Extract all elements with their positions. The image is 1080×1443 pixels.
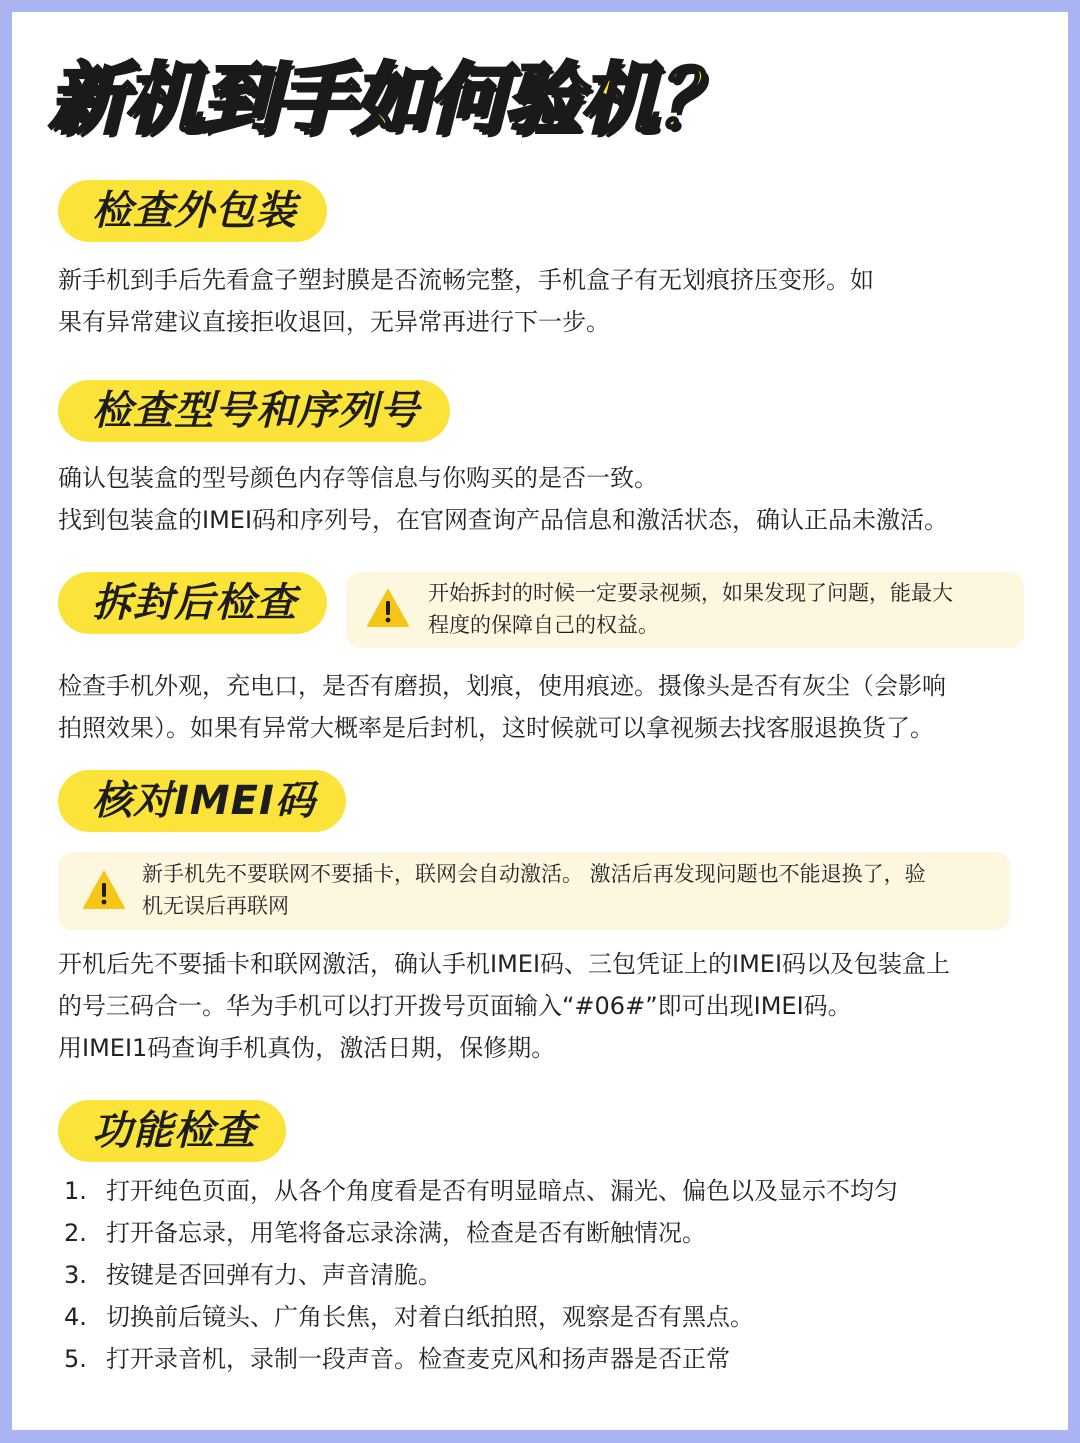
text-line: 果有异常建议直接拒收退回，无异常再进行下一步。: [58, 308, 610, 336]
list-item-number: 4.: [64, 1303, 87, 1331]
list-item-text: 打开录音机，录制一段声音。检查麦克风和扬声器是否正常: [106, 1345, 730, 1373]
warning-line: 新手机先不要联网不要插卡，联网会自动激活。 激活后再发现问题也不能退换了，验: [142, 862, 926, 886]
warning-line: 开始拆封的时候一定要录视频，如果发现了问题，能最大: [428, 581, 953, 605]
list-item: [64, 1212, 1044, 1254]
list-item-text: 打开备忘录，用笔将备忘录涂满，检查是否有断触情况。: [106, 1219, 706, 1247]
warning-box-unboxing: [346, 572, 1024, 648]
page-title: [48, 52, 732, 148]
list-item-text: 打开纯色页面，从各个角度看是否有明显暗点、漏光、偏色以及显示不均匀: [106, 1177, 898, 1205]
list-item-text: 切换前后镜头、广角长焦，对着白纸拍照，观察是否有黑点。: [106, 1303, 754, 1331]
function-check-list: [64, 1170, 1044, 1380]
section-text-imei: [58, 943, 1038, 1069]
section-text-unboxing: [58, 665, 1038, 749]
page-title-part2: 如何验机？: [352, 55, 733, 145]
warning-box-imei: [58, 852, 1010, 930]
section-heading-imei: 核对IMEI码: [58, 770, 346, 832]
section-text-model: [58, 457, 1038, 541]
text-line: 开机后先不要插卡和联网激活，确认手机IMEI码、三包凭证上的IMEI码以及包装盒上: [58, 950, 951, 978]
section-heading-model: 检查型号和序列号: [58, 380, 450, 442]
section-heading-packaging: 检查外包装: [58, 180, 327, 242]
warning-line: 程度的保障自己的权益。: [428, 613, 659, 637]
warning-triangle-icon: [82, 870, 126, 910]
warning-text-unboxing: [428, 577, 953, 641]
warning-triangle-icon: [366, 588, 410, 628]
text-line: 用IMEI1码查询手机真伪，激活日期，保修期。: [58, 1034, 556, 1062]
section-text-packaging: [58, 259, 1038, 343]
text-line: 拍照效果）。如果有异常大概率是后封机，这时候就可以拿视频去找客服退换货了。: [58, 714, 934, 742]
list-item-number: 3.: [64, 1261, 87, 1289]
warning-text-imei: [142, 858, 926, 922]
text-line: 确认包装盒的型号颜色内存等信息与你购买的是否一致。: [58, 464, 658, 492]
list-item: [64, 1254, 1044, 1296]
list-item: [64, 1170, 1044, 1212]
list-item: [64, 1338, 1044, 1380]
list-item-number: 1.: [64, 1177, 87, 1205]
page-title-part1: 新机到手: [48, 55, 353, 145]
list-item: [64, 1296, 1044, 1338]
list-item-number: 5.: [64, 1345, 87, 1373]
list-item-text: 按键是否回弹有力、声音清脆。: [106, 1261, 442, 1289]
section-heading-unboxing: 拆封后检查: [58, 572, 327, 634]
text-line: 新手机到手后先看盒子塑封膜是否流畅完整，手机盒子有无划痕挤压变形。如: [58, 266, 874, 294]
warning-line: 机无误后再联网: [142, 894, 289, 918]
list-item-number: 2.: [64, 1219, 87, 1247]
section-heading-function: 功能检查: [58, 1100, 286, 1162]
text-line: 找到包装盒的IMEI码和序列号，在官网查询产品信息和激活状态，确认正品未激活。: [58, 506, 949, 534]
text-line: 的号三码合一。华为手机可以打开拨号页面输入“#06#”即可出现IMEI码。: [58, 992, 852, 1020]
text-line: 检查手机外观，充电口，是否有磨损，划痕，使用痕迹。摄像头是否有灰尘（会影响: [58, 672, 946, 700]
